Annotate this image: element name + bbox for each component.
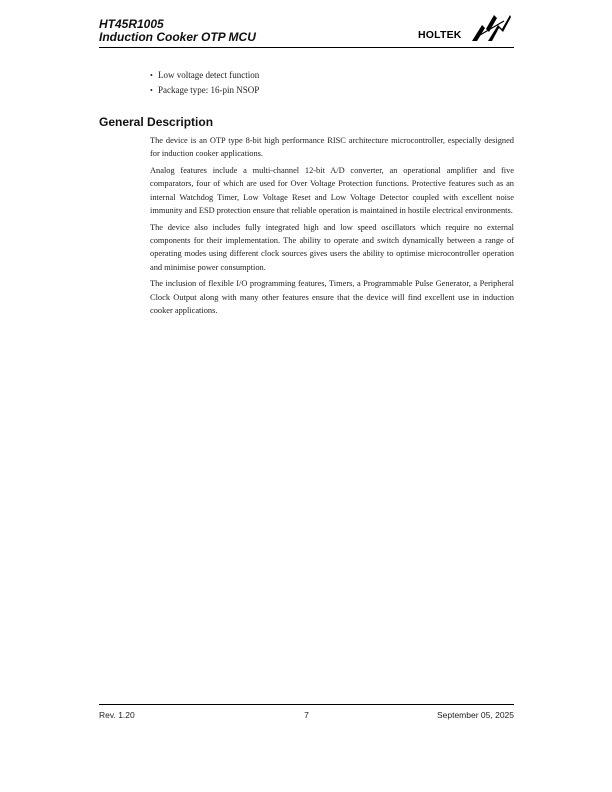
page-number: 7 (304, 710, 309, 720)
page-header (99, 18, 514, 48)
part-number: HT45R1005 (99, 17, 164, 31)
feature-item: • Package type: 16-pin NSOP (150, 83, 259, 98)
feature-item: • Low voltage detect function (150, 68, 259, 83)
revision-date: September 05, 2025 (436, 710, 514, 720)
description-paragraph: The device is an OTP type 8-bit high performance RISC architecture microcontroller, especially designed for induction cooker applications. (150, 136, 514, 159)
description-paragraph: The device also includes fully integrated high and low speed oscillators which require no external components for their implementation. The ability to operate and switch dynamically between a range of operating modes using different clock sources gives users the ability to optimise microcontroller operation and minimise power consumption. (150, 222, 514, 272)
section-title: General Description (99, 115, 214, 129)
page-footer (99, 704, 514, 721)
description-paragraph: Analog features include a multi-channel 12-bit A/D converter, an operational amplifier and five comparators, four of which are used for Over Voltage Protection functions. Protective features such as an internal Watchdog Timer, Low Voltage Reset and Low Voltage Detector coupled with excellent noise immunity and ESD protection ensure that reliable operation is maintained in hostile electrical environments. (150, 166, 514, 215)
holtek-emblem-icon (470, 13, 512, 43)
feature-list (150, 68, 259, 98)
document-subtitle: Induction Cooker OTP MCU (99, 30, 256, 44)
description-paragraph: The inclusion of flexible I/O programming features, Timers, a Programmable Pulse Generator, a Peripheral Clock Output along with many other features ensure that the device will find excellent use in induction cooker applications. (150, 279, 514, 316)
description-body (150, 134, 514, 321)
revision-label: Rev. 1.20 (99, 710, 135, 720)
holtek-logo (418, 13, 514, 45)
logo-text: HOLTEK (418, 29, 462, 41)
